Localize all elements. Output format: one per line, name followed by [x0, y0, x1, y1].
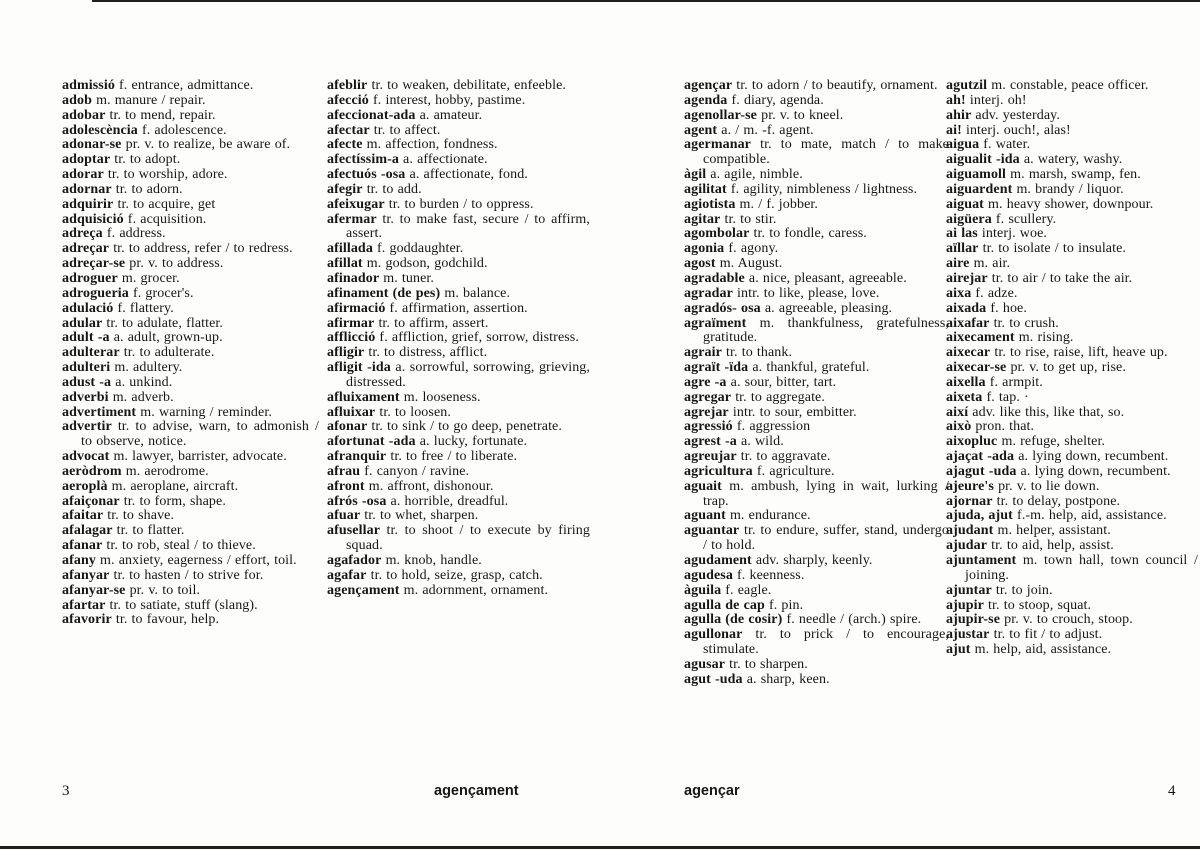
- headword: aïllar: [946, 241, 979, 257]
- headword: agradós- osa: [684, 300, 761, 316]
- headword: agombolar: [684, 226, 750, 242]
- scan-edge-top: [92, 0, 1200, 2]
- dictionary-entry: agulla (de cosir) f. needle / (arch.) spire.: [684, 612, 922, 628]
- dictionary-entry: ajustar tr. to fit / to adjust.: [946, 627, 1103, 643]
- headword: adulació: [62, 300, 114, 316]
- headword: agafar: [327, 567, 367, 583]
- dictionary-entry: agrejar intr. to sour, embitter.: [684, 404, 857, 420]
- headword: aixada: [946, 300, 987, 316]
- dictionary-entry: afligit -ida a. sorrowful, sorrowing, grieving, distressed.: [327, 360, 591, 390]
- dictionary-entry: afavorir tr. to favour, help.: [62, 612, 220, 628]
- headword: aiguamoll: [946, 167, 1007, 183]
- headword: ajagut -uda: [946, 463, 1017, 479]
- headword: aixopluc: [946, 434, 998, 450]
- headword: afavorir: [62, 612, 112, 628]
- dictionary-entry: advocat m. lawyer, barrister, advocate.: [62, 449, 287, 465]
- dictionary-entry: aeroplà m. aeroplane, aircraft.: [62, 478, 239, 494]
- headword: afeixugar: [327, 196, 385, 212]
- dictionary-entry: àgil a. agile, nimble.: [684, 167, 803, 183]
- headword: afuar: [327, 508, 361, 524]
- headword: agulla de cap: [684, 597, 765, 613]
- headword: aixafar: [946, 315, 990, 331]
- dictionary-entry: afaitar tr. to shave.: [62, 508, 175, 524]
- headword: adquisició: [62, 211, 124, 227]
- dictionary-entry: afany m. anxiety, eagerness / effort, toil.: [62, 553, 297, 568]
- headword: àguila: [684, 582, 722, 598]
- headword: agafador: [327, 553, 382, 568]
- catchword-left: agençament: [434, 783, 519, 799]
- dictionary-entry: afonar tr. to sink / to go deep, penetrate.: [327, 419, 562, 435]
- headword: advertiment: [62, 404, 137, 420]
- headword: aguant: [684, 508, 726, 524]
- headword: airejar: [946, 270, 988, 286]
- headword: afillada: [327, 241, 373, 257]
- dictionary-entry: afuar tr. to whet, sharpen.: [327, 508, 479, 524]
- dictionary-entry: agullonar tr. to prick / to encourage, stimulate.: [684, 627, 949, 658]
- dictionary-entry: afranquir tr. to free / to liberate.: [327, 449, 518, 465]
- dictionary-entry: agradós- osa a. agreeable, pleasing.: [684, 300, 893, 316]
- headword: adornar: [62, 181, 112, 197]
- dictionary-entry: aixecar-se pr. v. to get up, rise.: [946, 360, 1126, 376]
- headword: afortunat -ada: [327, 434, 416, 450]
- headword: afonar: [327, 419, 368, 435]
- scan-edge-bottom: [0, 846, 1200, 849]
- headword: agraït -ïda: [684, 360, 749, 376]
- dictionary-entry: adreça f. address.: [62, 226, 166, 242]
- headword: ajudant: [946, 523, 994, 539]
- dictionary-entry: ajornar tr. to delay, postpone.: [946, 493, 1121, 509]
- dictionary-entry: adobar tr. to mend, repair.: [62, 107, 216, 123]
- headword: adoptar: [62, 152, 111, 168]
- headword: agregar: [684, 389, 732, 405]
- dictionary-entry: agiotista m. / f. jobber.: [684, 196, 818, 212]
- headword: admissió: [62, 78, 115, 93]
- dictionary-entry: afront m. affront, dishonour.: [327, 478, 494, 494]
- headword: afectíssim-a: [327, 152, 399, 168]
- dictionary-entry: agulla de cap f. pin.: [684, 597, 804, 613]
- dictionary-entry: aguantar tr. to endure, suffer, stand, undergo / to hold.: [684, 523, 949, 554]
- dictionary-entry: aixada f. hoe.: [946, 300, 1027, 316]
- headword: afaitar: [62, 508, 104, 524]
- headword: afanyar: [62, 567, 110, 583]
- headword: afrau: [327, 463, 361, 479]
- dictionary-column-left-page-1: [62, 79, 319, 628]
- dictionary-entry: afaiçonar tr. to form, shape.: [62, 493, 226, 509]
- dictionary-entry: aiguat m. heavy shower, downpour.: [946, 196, 1154, 212]
- dictionary-entry: aigua f. water.: [946, 137, 1031, 153]
- headword: agençar: [684, 78, 733, 93]
- headword: adust -a: [62, 374, 112, 390]
- dictionary-entry: adob m. manure / repair.: [62, 92, 206, 108]
- headword: agrest -a: [684, 434, 737, 450]
- dictionary-entry: adquisició f. acquisition.: [62, 211, 207, 227]
- dictionary-entry: ajuda, ajut f.-m. help, aid, assistance.: [946, 508, 1167, 524]
- headword: afirmació: [327, 300, 386, 316]
- dictionary-entry: ajeure's pr. v. to lie down.: [946, 478, 1100, 494]
- headword: ajornar: [946, 493, 993, 509]
- dictionary-entry: aixa f. adze.: [946, 285, 1018, 301]
- headword: agençament: [327, 582, 400, 598]
- dictionary-entry: adolescència f. adolescence.: [62, 122, 227, 138]
- headword: ah!: [946, 92, 966, 108]
- dictionary-entry: adrogueria f. grocer's.: [62, 285, 194, 301]
- dictionary-entry: adorar tr. to worship, adore.: [62, 167, 228, 183]
- dictionary-entry: afecte m. affection, fondness.: [327, 137, 498, 153]
- dictionary-entry: advertiment m. warning / reminder.: [62, 404, 272, 420]
- page-number-left: 3: [62, 783, 70, 799]
- dictionary-entry: ai! interj. ouch!, alas!: [946, 122, 1071, 138]
- dictionary-entry: afectar tr. to affect.: [327, 122, 441, 138]
- dictionary-entry: adornar tr. to adorn.: [62, 181, 183, 197]
- dictionary-entry: adulació f. flattery.: [62, 300, 174, 316]
- dictionary-entry: afligir tr. to distress, afflict.: [327, 345, 488, 361]
- dictionary-entry: afflicció f. affliction, grief, sorrow, distress.: [327, 330, 579, 346]
- dictionary-entry: agafar tr. to hold, seize, grasp, catch.: [327, 567, 543, 583]
- dictionary-entry: admissió f. entrance, admittance.: [62, 78, 254, 93]
- headword: afusellar: [327, 523, 381, 539]
- dictionary-entry: afeblir tr. to weaken, debilitate, enfeeble.: [327, 78, 566, 93]
- headword: agradable: [684, 270, 745, 286]
- dictionary-entry: afirmar tr. to affirm, assert.: [327, 315, 489, 331]
- headword: adroguer: [62, 270, 118, 286]
- dictionary-entry: agudesa f. keenness.: [684, 567, 805, 583]
- dictionary-entry: afeixugar tr. to burden / to oppress.: [327, 196, 534, 212]
- headword: afligir: [327, 345, 365, 361]
- headword: adreçar-se: [62, 256, 126, 272]
- headword: aixa: [946, 285, 972, 301]
- headword: ajuntar: [946, 582, 992, 598]
- headword: ajaçat -ada: [946, 449, 1015, 465]
- headword: agiotista: [684, 196, 736, 212]
- headword: afectuós -osa: [327, 167, 406, 183]
- dictionary-entry: agent a. / m. -f. agent.: [684, 122, 814, 138]
- headword: afecte: [327, 137, 363, 153]
- headword: agent: [684, 122, 718, 138]
- dictionary-entry: afanar tr. to rob, steal / to thieve.: [62, 538, 256, 554]
- dictionary-entry: ajudar tr. to aid, help, assist.: [946, 538, 1114, 554]
- dictionary-entry: aixafar tr. to crush.: [946, 315, 1059, 331]
- headword: agullonar: [684, 627, 743, 643]
- headword: agut -uda: [684, 671, 743, 687]
- dictionary-entry: afinador m. tuner.: [327, 270, 435, 286]
- headword: adreçar: [62, 241, 110, 257]
- dictionary-entry: aixella f. armpit.: [946, 374, 1043, 390]
- dictionary-entry: agonia f. agony.: [684, 241, 779, 257]
- dictionary-entry: ajuntar tr. to join.: [946, 582, 1053, 598]
- headword: adrogueria: [62, 285, 129, 301]
- dictionary-entry: adular tr. to adulate, flatter.: [62, 315, 224, 331]
- dictionary-entry: afusellar tr. to shoot / to execute by firing squad.: [327, 523, 590, 554]
- headword: adob: [62, 92, 92, 108]
- headword: afligit -ida: [327, 360, 391, 376]
- headword: adolescència: [62, 122, 138, 138]
- headword: agudament: [684, 553, 752, 568]
- dictionary-column-right-page-1: [684, 79, 949, 688]
- headword: aeròdrom: [62, 463, 122, 479]
- dictionary-entry: adreçar tr. to address, refer / to redress.: [62, 241, 293, 257]
- headword: afinament (de pes): [327, 285, 441, 301]
- headword: aigüera: [946, 211, 992, 227]
- dictionary-entry: aixopluc m. refuge, shelter.: [946, 434, 1106, 450]
- dictionary-entry: aixeta f. tap. ·: [946, 389, 1029, 405]
- headword: ajudar: [946, 538, 988, 554]
- headword: agradar: [684, 285, 733, 301]
- dictionary-entry: agafador m. knob, handle.: [327, 553, 482, 568]
- headword: afalagar: [62, 523, 113, 539]
- dictionary-entry: agost m. August.: [684, 256, 783, 272]
- dictionary-entry: agilitat f. agility, nimbleness / lightness.: [684, 181, 918, 197]
- headword: agusar: [684, 656, 726, 672]
- dictionary-entry: agutzil m. constable, peace officer.: [946, 78, 1149, 93]
- headword: adobar: [62, 107, 106, 123]
- dictionary-entry: afrós -osa a. horrible, dreadful.: [327, 493, 509, 509]
- dictionary-entry: adulteri m. adultery.: [62, 360, 183, 376]
- headword: advocat: [62, 449, 110, 465]
- headword: afanar: [62, 538, 103, 554]
- dictionary-entry: agrair tr. to thank.: [684, 345, 793, 361]
- dictionary-entry: afluixar tr. to loosen.: [327, 404, 451, 420]
- headword: ajustar: [946, 627, 990, 643]
- headword: adult -a: [62, 330, 110, 346]
- headword: agenda: [684, 92, 728, 108]
- dictionary-entry: afinament (de pes) m. balance.: [327, 285, 511, 301]
- headword: aigua: [946, 137, 980, 153]
- headword: afeblir: [327, 78, 368, 93]
- dictionary-entry: aiguamoll m. marsh, swamp, fen.: [946, 167, 1141, 183]
- dictionary-column-left-page-2: [327, 79, 590, 599]
- dictionary-entry: agre -a a. sour, bitter, tart.: [684, 374, 837, 390]
- headword: advertir: [62, 419, 112, 435]
- headword: aguait: [684, 478, 722, 494]
- headword: aiguat: [946, 196, 984, 212]
- headword: afeccionat-ada: [327, 107, 416, 123]
- page-number-right: 4: [1168, 783, 1176, 799]
- headword: afectar: [327, 122, 370, 138]
- dictionary-entry: adonar-se pr. v. to realize, be aware of.: [62, 137, 291, 153]
- headword: agre -a: [684, 374, 727, 390]
- headword: aiguardent: [946, 181, 1013, 197]
- dictionary-entry: ajagut -uda a. lying down, recumbent.: [946, 463, 1171, 479]
- headword: agenollar-se: [684, 107, 757, 123]
- headword: adorar: [62, 167, 104, 183]
- dictionary-entry: ahir adv. yesterday.: [946, 107, 1060, 123]
- dictionary-entry: àguila f. eagle.: [684, 582, 772, 598]
- dictionary-entry: airejar tr. to air / to take the air.: [946, 270, 1133, 286]
- dictionary-entry: agençament m. adornment, ornament.: [327, 582, 549, 598]
- dictionary-entry: afeccionat-ada a. amateur.: [327, 107, 483, 123]
- headword: afecció: [327, 92, 369, 108]
- dictionary-entry: agraït -ïda a. thankful, grateful.: [684, 360, 870, 376]
- headword: aeroplà: [62, 478, 108, 494]
- headword: aire: [946, 256, 970, 272]
- dictionary-entry: afluixament m. looseness.: [327, 389, 481, 405]
- headword: ajeure's: [946, 478, 994, 494]
- headword: adonar-se: [62, 137, 122, 153]
- dictionary-entry: afanyar tr. to hasten / to strive for.: [62, 567, 264, 583]
- dictionary-entry: agricultura f. agriculture.: [684, 463, 835, 479]
- dictionary-entry: advertir tr. to advise, warn, to admonish / to observe, notice.: [62, 419, 319, 450]
- dictionary-entry: aiguardent m. brandy / liquor.: [946, 181, 1124, 197]
- headword: agrair: [684, 345, 722, 361]
- headword: aixecar-se: [946, 360, 1007, 376]
- dictionary-entry: aigualit -ida a. watery, washy.: [946, 152, 1123, 168]
- dictionary-entry: agenda f. diary, agenda.: [684, 92, 824, 108]
- dictionary-entry: adquirir tr. to acquire, get: [62, 196, 216, 212]
- dictionary-entry: afortunat -ada a. lucky, fortunate.: [327, 434, 528, 450]
- headword: agitar: [684, 211, 721, 227]
- dictionary-entry: aïllar tr. to isolate / to insulate.: [946, 241, 1127, 257]
- dictionary-entry: agraïment m. thankfulness, gratefulness, gratitude.: [684, 315, 949, 346]
- headword: ajuntament: [946, 553, 1017, 568]
- headword: afflicció: [327, 330, 376, 346]
- headword: agulla (de cosir): [684, 612, 783, 628]
- dictionary-entry: ah! interj. oh!: [946, 92, 1027, 108]
- headword: agreujar: [684, 449, 737, 465]
- dictionary-entry: adust -a a. unkind.: [62, 374, 173, 390]
- dictionary-entry: ajupir tr. to stoop, squat.: [946, 597, 1092, 613]
- headword: ai!: [946, 122, 962, 138]
- headword: aigualit -ida: [946, 152, 1020, 168]
- headword: afaiçonar: [62, 493, 120, 509]
- dictionary-entry: afillat m. godson, godchild.: [327, 256, 488, 272]
- headword: agraïment: [684, 315, 747, 331]
- headword: ajuda, ajut: [946, 508, 1013, 524]
- dictionary-entry: agut -uda a. sharp, keen.: [684, 671, 830, 687]
- headword: aguantar: [684, 523, 740, 539]
- dictionary-entry: agreujar tr. to aggravate.: [684, 449, 831, 465]
- headword: ajupir: [946, 597, 984, 613]
- headword: afluixament: [327, 389, 400, 405]
- headword: afront: [327, 478, 365, 494]
- headword: aixella: [946, 374, 986, 390]
- headword: ahir: [946, 107, 972, 123]
- headword: agrejar: [684, 404, 729, 420]
- dictionary-entry: aguait m. ambush, lying in wait, lurking / trap.: [684, 478, 949, 509]
- dictionary-entry: agrest -a a. wild.: [684, 434, 784, 450]
- dictionary-entry: aguant m. endurance.: [684, 508, 811, 524]
- dictionary-entry: adverbi m. adverb.: [62, 389, 174, 405]
- headword: afartar: [62, 597, 106, 613]
- dictionary-entry: ajuntament m. town hall, town council / joining.: [946, 553, 1198, 583]
- headword: afany: [62, 553, 96, 568]
- headword: afirmar: [327, 315, 375, 331]
- headword: adulterar: [62, 345, 120, 361]
- dictionary-entry: afegir tr. to add.: [327, 181, 422, 197]
- headword: afinador: [327, 270, 380, 286]
- dictionary-entry: agudament adv. sharply, keenly.: [684, 553, 873, 568]
- dictionary-entry: agregar tr. to aggregate.: [684, 389, 825, 405]
- dictionary-entry: agitar tr. to stir.: [684, 211, 777, 227]
- headword: ajupir-se: [946, 612, 1001, 628]
- headword: adquirir: [62, 196, 114, 212]
- dictionary-entry: adreçar-se pr. v. to address.: [62, 256, 224, 272]
- dictionary-entry: afartar tr. to satiate, stuff (slang).: [62, 597, 258, 613]
- dictionary-entry: ajupir-se pr. v. to crouch, stoop.: [946, 612, 1133, 628]
- dictionary-entry: aire m. air.: [946, 256, 1011, 272]
- headword: aixeta: [946, 389, 983, 405]
- headword: aixecar: [946, 345, 991, 361]
- headword: agudesa: [684, 567, 733, 583]
- headword: agilitat: [684, 181, 727, 197]
- dictionary-entry: afanyar-se pr. v. to toil.: [62, 582, 201, 598]
- headword: agressió: [684, 419, 733, 435]
- headword: agricultura: [684, 463, 753, 479]
- headword: afermar: [327, 211, 377, 227]
- dictionary-entry: adroguer m. grocer.: [62, 270, 180, 286]
- dictionary-entry: ajudant m. helper, assistant.: [946, 523, 1111, 539]
- dictionary-entry: aigüera f. scullery.: [946, 211, 1057, 227]
- dictionary-entry: agusar tr. to sharpen.: [684, 656, 808, 672]
- headword: agermanar: [684, 137, 751, 153]
- headword: afillat: [327, 256, 363, 272]
- dictionary-entry: agenollar-se pr. v. to kneel.: [684, 107, 844, 123]
- headword: afegir: [327, 181, 363, 197]
- dictionary-entry: agermanar tr. to mate, match / to make compatible.: [684, 137, 949, 168]
- dictionary-entry: aixecar tr. to rise, raise, lift, heave up.: [946, 345, 1168, 361]
- headword: afanyar-se: [62, 582, 126, 598]
- dictionary-entry: afermar tr. to make fast, secure / to affirm, assert.: [327, 211, 590, 242]
- dictionary-entry: això pron. that.: [946, 419, 1035, 435]
- dictionary-entry: afalagar tr. to flatter.: [62, 523, 185, 539]
- headword: així: [946, 404, 969, 420]
- headword: adverbi: [62, 389, 109, 405]
- headword: afranquir: [327, 449, 387, 465]
- dictionary-entry: agradar intr. to like, please, love.: [684, 285, 880, 301]
- headword: adreça: [62, 226, 103, 242]
- catchword-right: agençar: [684, 783, 740, 799]
- dictionary-entry: adoptar tr. to adopt.: [62, 152, 181, 168]
- headword: adulteri: [62, 360, 111, 376]
- dictionary-entry: ai las interj. woe.: [946, 226, 1047, 242]
- dictionary-entry: aixecament m. rising.: [946, 330, 1074, 346]
- headword: ai las: [946, 226, 978, 242]
- headword: ajut: [946, 642, 971, 658]
- headword: afluixar: [327, 404, 376, 420]
- dictionary-entry: afillada f. goddaughter.: [327, 241, 464, 257]
- headword: adular: [62, 315, 103, 331]
- headword: àgil: [684, 167, 707, 183]
- dictionary-entry: afirmació f. affirmation, assertion.: [327, 300, 528, 316]
- headword: això: [946, 419, 972, 435]
- headword: aixecament: [946, 330, 1015, 346]
- dictionary-entry: afectíssim-a a. affectionate.: [327, 152, 488, 168]
- dictionary-entry: adult -a a. adult, grown-up.: [62, 330, 223, 346]
- dictionary-entry: així adv. like this, like that, so.: [946, 404, 1125, 420]
- dictionary-entry: afectuós -osa a. affectionate, fond.: [327, 167, 528, 183]
- dictionary-entry: ajut m. help, aid, assistance.: [946, 642, 1112, 658]
- headword: agost: [684, 256, 716, 272]
- headword: agonia: [684, 241, 725, 257]
- dictionary-entry: ajaçat -ada a. lying down, recumbent.: [946, 449, 1169, 465]
- dictionary-entry: adulterar tr. to adulterate.: [62, 345, 215, 361]
- dictionary-entry: afecció f. interest, hobby, pastime.: [327, 92, 526, 108]
- dictionary-entry: agradable a. nice, pleasant, agreeable.: [684, 270, 907, 286]
- dictionary-entry: agressió f. aggression: [684, 419, 811, 435]
- dictionary-entry: afrau f. canyon / ravine.: [327, 463, 470, 479]
- dictionary-column-right-page-2: [946, 79, 1198, 658]
- dictionary-entry: aeròdrom m. aerodrome.: [62, 463, 209, 479]
- dictionary-entry: agençar tr. to adorn / to beautify, ornament.: [684, 78, 938, 93]
- headword: afrós -osa: [327, 493, 387, 509]
- headword: agutzil: [946, 78, 988, 93]
- dictionary-entry: agombolar tr. to fondle, caress.: [684, 226, 867, 242]
